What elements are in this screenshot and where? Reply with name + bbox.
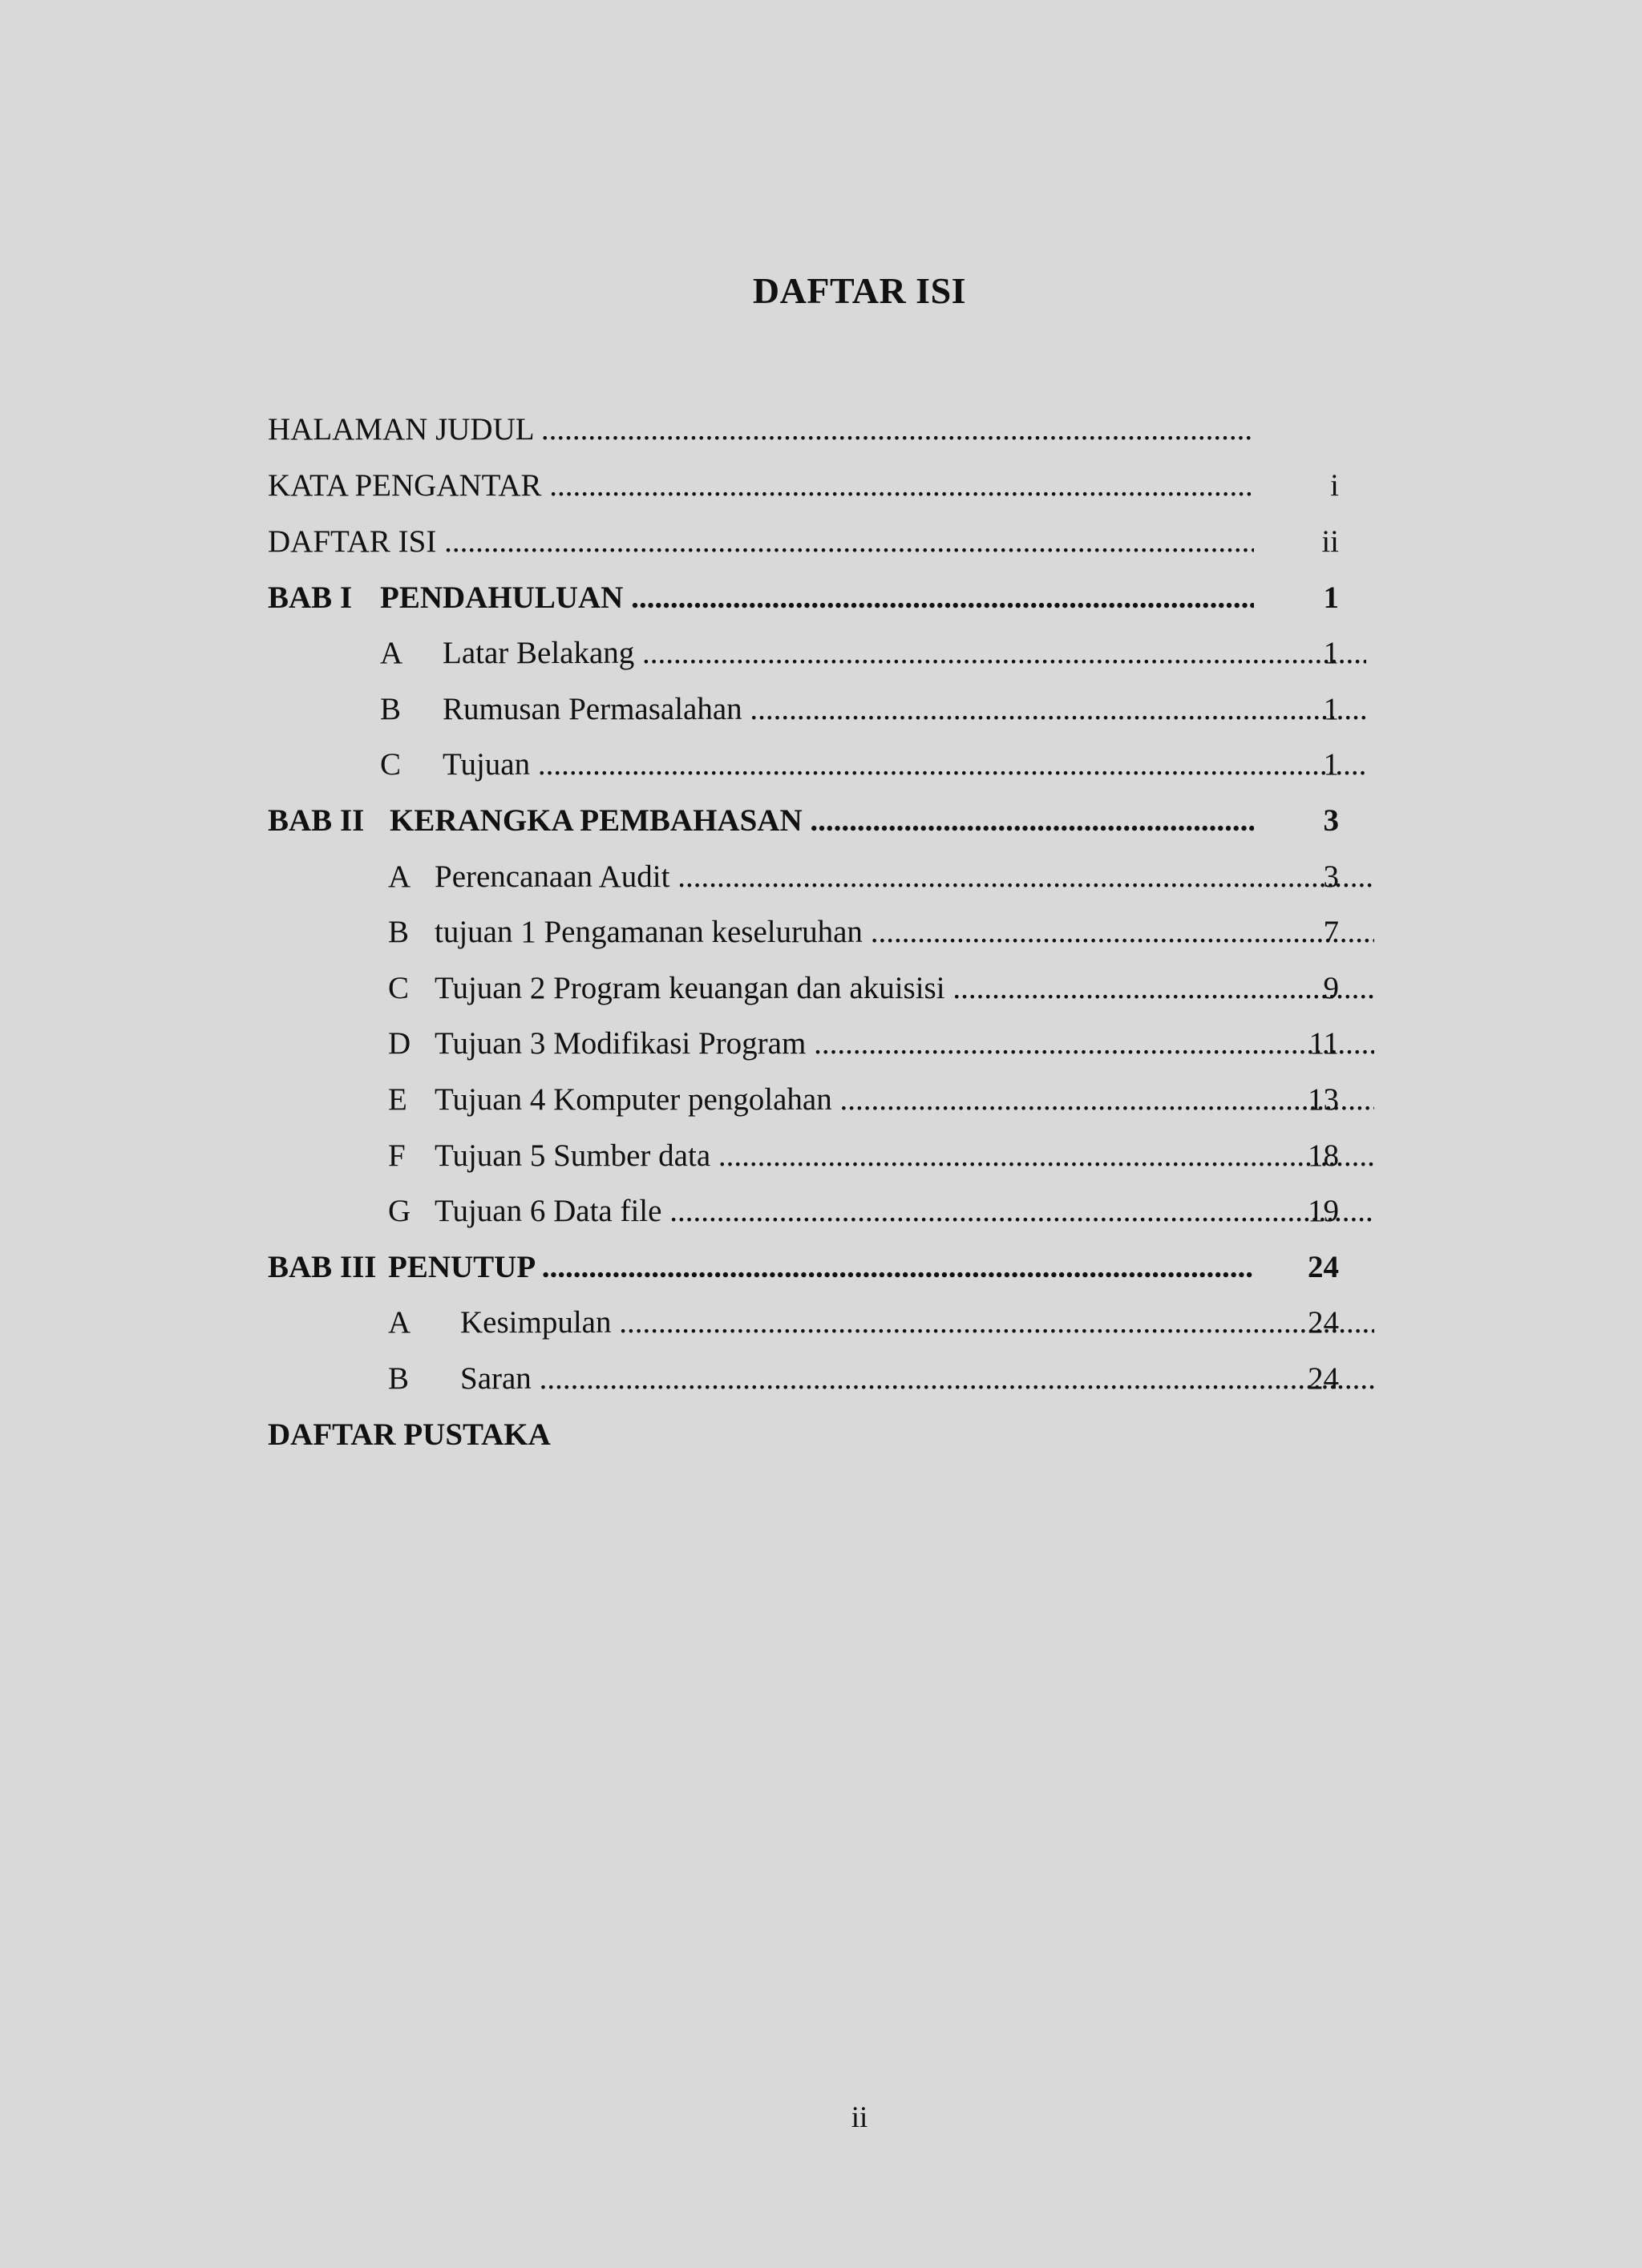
toc-entry-page: 24 [1308,1361,1339,1396]
toc-chapter-bab-3[interactable] [268,1245,1339,1290]
toc-entry-label: tujuan 1 Pengamanan keseluruhan [435,915,863,949]
toc-entry-daftar-pustaka[interactable] [268,1413,1339,1457]
toc-entry-label: Rumusan Permasalahan [443,692,742,726]
toc-entry-number: BAB III [268,1250,377,1284]
toc-entry-number: A [380,636,403,670]
toc-chapter-bab-2[interactable] [268,798,1339,843]
toc-entry-number: B [380,692,402,726]
toc-entry-halaman-judul[interactable] [268,407,1339,452]
toc-entry-label: Tujuan [443,747,531,782]
toc-entry-number: C [388,971,410,1005]
toc-entry-page: 24 [1308,1305,1339,1340]
toc-entry-label: Tujuan 4 Komputer pengolahan [435,1082,832,1117]
toc-entry-number: G [388,1194,411,1228]
toc-entry-number: A [388,859,411,894]
toc-entry-label: Tujuan 6 Data file [435,1194,662,1228]
toc-entry-number: F [388,1138,406,1173]
toc-subentry[interactable] [268,742,1339,787]
toc-entry-page: i [1330,468,1339,503]
toc-entry-number: C [380,747,402,782]
toc-entry-number: BAB II [268,803,365,838]
toc-subentry[interactable] [268,687,1339,732]
toc-subentry[interactable] [268,1189,1339,1234]
toc-entry-label: DAFTAR PUSTAKA [268,1417,551,1452]
toc-entry-label: Kesimpulan [460,1305,612,1340]
toc-entry-page: 18 [1308,1138,1339,1173]
toc-entry-page: ii [1321,524,1339,559]
toc-entry-label: Tujuan 5 Sumber data [435,1138,711,1173]
toc-subentry[interactable] [268,631,1339,676]
toc-entry-label: Saran [460,1361,532,1396]
toc-subentry[interactable] [268,855,1339,900]
toc-entry-label: Tujuan 3 Modifikasi Program [435,1026,807,1061]
toc-entry-label: KATA PENGANTAR [268,468,542,503]
toc-entry-page: 1 [1323,636,1339,670]
toc-entry-page: 1 [1323,692,1339,726]
toc-subentry[interactable] [268,1300,1339,1345]
toc-entry-page: 1 [1323,747,1339,782]
toc-chapter-bab-1[interactable] [268,576,1339,621]
toc-entry-page: 9 [1323,971,1339,1005]
toc-entry-number: A [388,1305,411,1340]
toc-entry-page: 13 [1308,1082,1339,1117]
toc-entry-number: BAB I [268,580,353,615]
page-number: ii [851,2101,868,2134]
page-title: DAFTAR ISI [752,270,967,311]
toc-subentry[interactable] [268,966,1339,1011]
toc-subentry[interactable] [268,910,1339,955]
toc-subentry[interactable] [268,1021,1339,1066]
toc-entry-label: KERANGKA PEMBAHASAN [390,803,803,838]
toc-entry-page: 3 [1323,859,1339,894]
toc-entry-number: D [388,1026,411,1061]
toc-subentry[interactable] [268,1356,1339,1401]
toc-entry-label: Tujuan 2 Program keuangan dan akuisisi [435,971,945,1005]
toc-entry-page: 7 [1323,915,1339,949]
toc-entry-daftar-isi[interactable] [268,519,1339,564]
toc-entry-number: E [388,1082,407,1117]
toc-subentry[interactable] [268,1077,1339,1122]
toc-entry-label: Latar Belakang [443,636,635,670]
toc-entry-kata-pengantar[interactable] [268,463,1339,508]
toc-entry-label: PENDAHULUAN [380,580,624,615]
toc-subentry[interactable] [268,1134,1339,1178]
toc-entry-page: 11 [1308,1026,1339,1061]
toc-entry-page: 1 [1323,580,1339,615]
toc-entry-label: DAFTAR ISI [268,524,437,559]
toc-entry-label: HALAMAN JUDUL [268,412,534,447]
toc-entry-page: 24 [1308,1250,1339,1284]
toc-entry-label: PENUTUP [388,1250,535,1284]
toc-entry-label: Perencanaan Audit [435,859,670,894]
toc-entry-page: 19 [1308,1194,1339,1228]
toc-entry-number: B [388,915,410,949]
toc-entry-number: B [388,1361,410,1396]
toc-entry-page: 3 [1323,803,1339,838]
